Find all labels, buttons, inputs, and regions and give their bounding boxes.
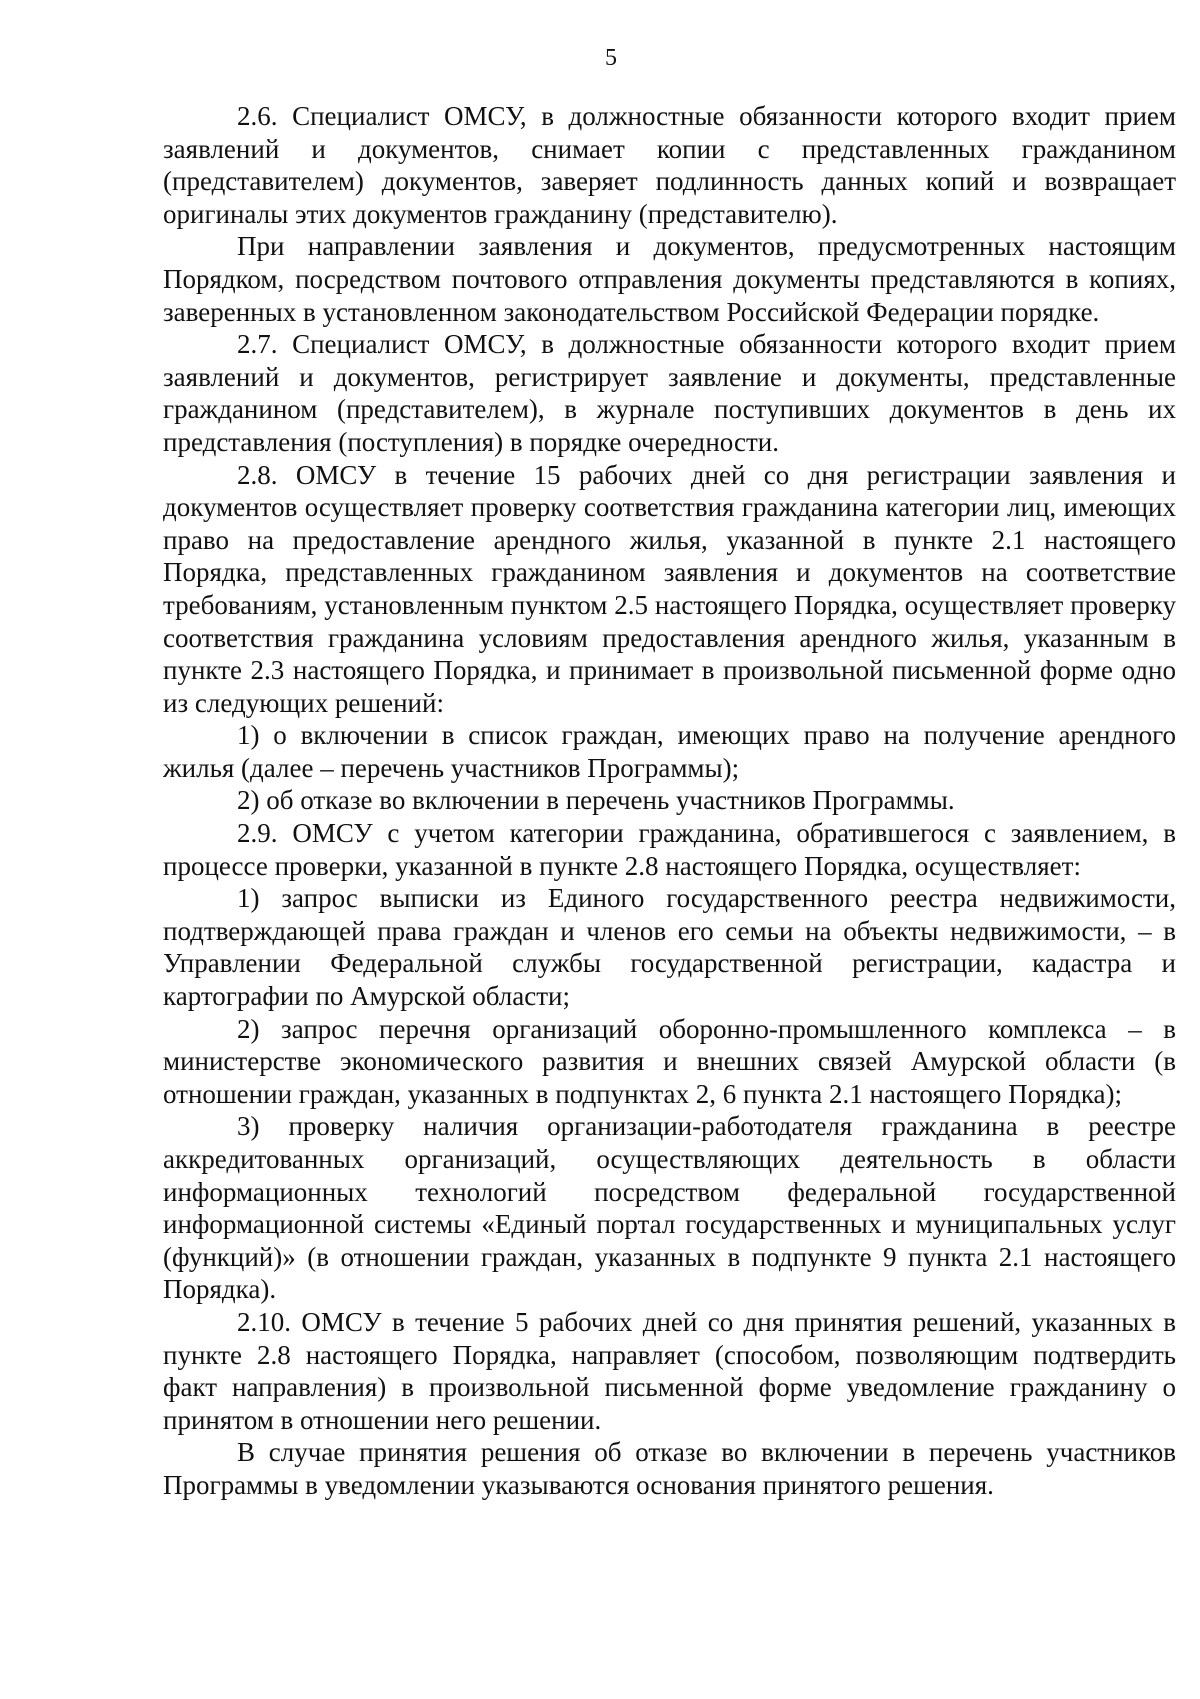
list-item-2-9-1: 1) запрос выписки из Единого государственного реестра недвижимости, подтверждающей права граждан и членов его семьи на объекты недвижимости, – в Управлении Федеральной службы государственной регистрации, кадастра и картографии по Амурской области; — [163, 883, 1176, 1012]
list-item-2-9-3: 3) проверку наличия организации-работодателя гражданина в реестре аккредитованных организаций, осуществляющих деятельность в области информационных технологий посредством федеральной государственной информационной системы «Единый портал государственных и муниципальных услуг (функций)» (в отношении граждан, указанных в подпункте 9 пункта 2.1 настоящего Порядка). — [163, 1111, 1176, 1305]
list-item-2-9-2: 2) запрос перечня организаций оборонно-промышленного комплекса – в министерстве экономического развития и внешних связей Амурской области (в отношении граждан, указанных в подпунктах 2, 6 пункта 2.1 настоящего Порядка); — [163, 1013, 1176, 1109]
paragraph-2-7: 2.7. Специалист ОМСУ, в должностные обязанности которого входит прием заявлений и документов, регистрирует заявление и документы, представленные гражданином (представителем), в журнале поступивших документов в день их представления (поступления) в порядке очередности. — [163, 329, 1176, 457]
page-number: 5 — [605, 45, 617, 71]
document-body — [163, 100, 1176, 1502]
paragraph-postal-submission: При направлении заявления и документов, предусмотренных настоящим Порядком, посредством почтового отправления документы представляются в копиях, заверенных в установленном законодательством Российской Федерации порядке. — [163, 231, 1176, 327]
paragraph-refusal-notice: В случае принятия решения об отказе во включении в перечень участников Программы в уведомлении указываются основания принятого решения. — [163, 1437, 1176, 1500]
list-item-2-8-2: 2) об отказе во включении в перечень участников Программы. — [237, 785, 955, 816]
paragraph-2-9: 2.9. ОМСУ с учетом категории гражданина, обратившегося с заявлением, в процессе проверки, указанной в пункте 2.8 настоящего Порядка, осуществляет: — [163, 818, 1176, 881]
list-item-2-8-1: 1) о включении в список граждан, имеющих право на получение арендного жилья (далее – перечень участников Программы); — [163, 720, 1176, 783]
paragraph-2-8: 2.8. ОМСУ в течение 15 рабочих дней со дня регистрации заявления и документов осуществляет проверку соответствия гражданина категории лиц, имеющих право на предоставление арендного жилья, указанной в пункте 2.1 настоящего Порядка, представленных гражданином заявления и документов на соответствие требованиям, установленным пунктом 2.5 настоящего Порядка, осуществляет проверку соответствия гражданина условиям предоставления арендного жилья, указанным в пункте 2.3 настоящего Порядка, и принимает в произвольной письменной форме одно из следующих решений: — [163, 459, 1176, 718]
paragraph-2-10: 2.10. ОМСУ в течение 5 рабочих дней со дня принятия решений, указанных в пункте 2.8 настоящего Порядка, направляет (способом, позволяющим подтвердить факт направления) в произвольной письменной форме уведомление гражданину о принятом в отношении него решении. — [163, 1306, 1176, 1435]
paragraph-2-6: 2.6. Специалист ОМСУ, в должностные обязанности которого входит прием заявлений и документов, снимает копии с представленных гражданином (представителем) документов, заверяет подлинность данных копий и возвращает оригиналы этих документов гражданину (представителю). — [163, 101, 1176, 229]
